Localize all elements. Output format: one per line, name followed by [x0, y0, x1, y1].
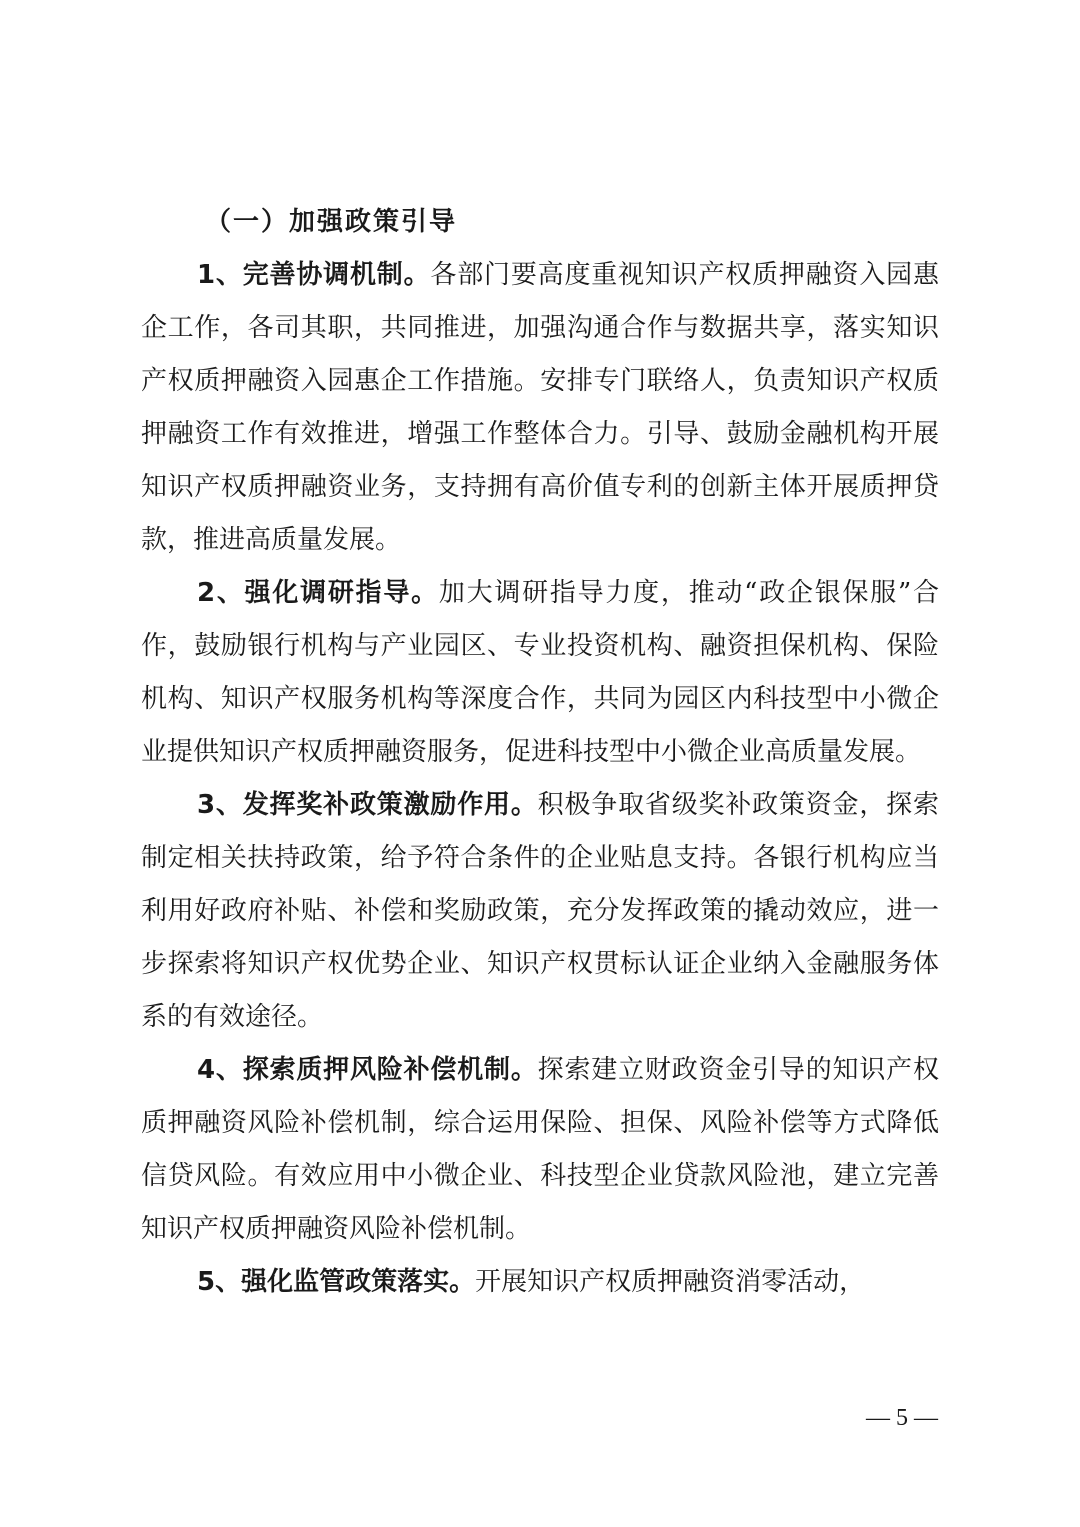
section-heading: （一）加强政策引导 [205, 207, 458, 237]
item-body: 探索建立财政资金引导的知识产权质押融资风险补偿机制，综合运用保险、担保、风险补偿等方式降低信贷风险。有效应用中小微企业、科技型企业贷款风险池，建立完善知识产权质押融资风险补偿机制。 [141, 1055, 939, 1244]
item-number: 3、 [197, 790, 243, 820]
item-lead: 强化监管政策落实。 [241, 1267, 476, 1297]
item-body: 加大调研指导力度，推动“政企银保服”合作，鼓励银行机构与产业园区、专业投资机构、融资担保机构、保险机构、知识产权服务机构等深度合作，共同为园区内科技型中小微企业提供知识产权质押融资服务，促进科技型中小微企业高质量发展。 [141, 578, 939, 767]
paragraph-2 [141, 567, 939, 779]
item-number: 1、 [197, 260, 243, 290]
paragraph-3 [141, 779, 939, 1044]
item-lead: 发挥奖补政策激励作用。 [242, 790, 538, 820]
paragraph-4 [141, 1044, 939, 1256]
item-lead: 完善协调机制。 [242, 260, 431, 290]
item-lead: 强化调研指导。 [244, 578, 439, 608]
item-body: 各部门要高度重视知识产权质押融资入园惠企工作，各司其职，共同推进，加强沟通合作与数据共享，落实知识产权质押融资入园惠企工作措施。安排专门联络人，负责知识产权质押融资工作有效推进，增强工作整体合力。引导、鼓励金融机构开展知识产权质押融资业务，支持拥有高价值专利的创新主体开展质押贷款，推进高质量发展。 [141, 260, 939, 555]
item-number: 4、 [197, 1055, 243, 1085]
page-content [141, 196, 939, 1309]
paragraph-1 [141, 249, 939, 567]
page-number: — 5 — [866, 1405, 938, 1431]
item-number: 5、 [197, 1267, 242, 1297]
item-body: 开展知识产权质押融资消零活动， [475, 1267, 866, 1297]
item-lead: 探索质押风险补偿机制。 [242, 1055, 538, 1085]
item-number: 2、 [197, 578, 245, 608]
paragraph-5 [141, 1256, 939, 1309]
item-body: 积极争取省级奖补政策资金，探索制定相关扶持政策，给予符合条件的企业贴息支持。各银行机构应当利用好政府补贴、补偿和奖励政策，充分发挥政策的撬动效应，进一步探索将知识产权优势企业、知识产权贯标认证企业纳入金融服务体系的有效途径。 [141, 790, 939, 1032]
